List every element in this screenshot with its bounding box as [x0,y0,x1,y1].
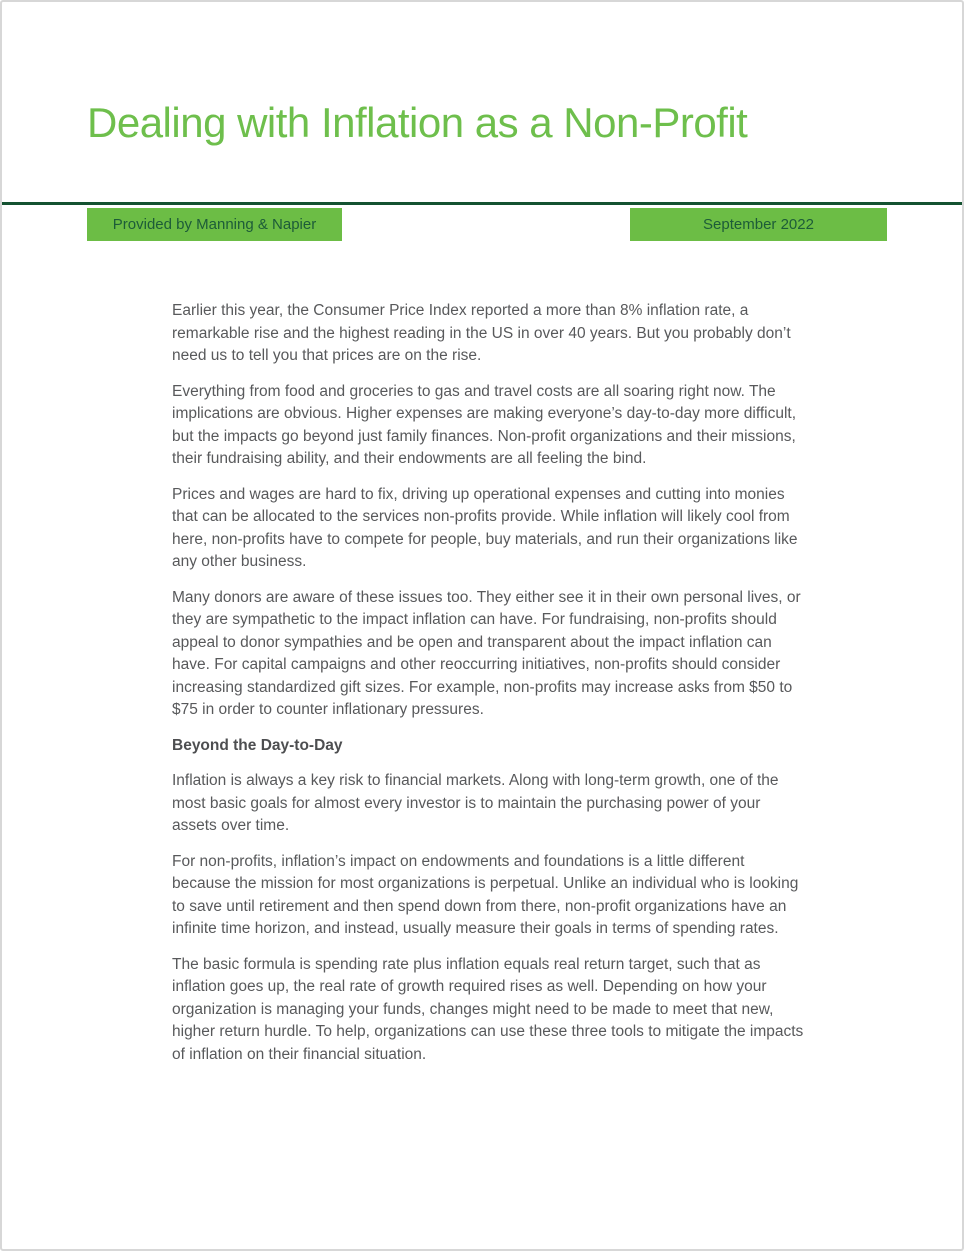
article-paragraph-1: Earlier this year, the Consumer Price Index reported a more than 8% inflation rate, a remarkable rise and the highest reading in the US in over 40 years. But you probably don’t need us to tell you that prices are on the rise. [172,302,791,364]
article-body [172,300,804,1079]
article-paragraph-2: Everything from food and groceries to gas and travel costs are all soaring right now. The implications are obvious. Higher expenses are making everyone’s day-to-day more difficult, but the impacts go beyond just family finances. Non-profit organizations and their missions, their fundraising ability, and their endowments are all feeling the bind. [172,382,797,467]
provided-by-badge [87,208,342,241]
date-badge [630,208,887,241]
header-divider [2,202,962,205]
provided-by-label: Provided by Manning & Napier [112,216,317,233]
page-title: Dealing with Inflation as a Non-Profit [87,99,748,146]
article-paragraph-4: Many donors are aware of these issues too. They either see it in their own personal lives, or they are sympathetic to the impact inflation can have. For fundraising, non-profits should appeal to donor sympathies and be open and transparent about the impact inflation can have. For capital campaigns and other reoccurring initiatives, non-profits should consider increasing standardized gift sizes. For example, non-profits may increase asks from $50 to $75 in order to counter inflationary pressures. [172,588,801,718]
article-paragraph-6: For non-profits, inflation’s impact on endowments and foundations is a little different because the mission for most organizations is perpetual. Unlike an individual who is looking to save until retirement and then spend down from there, non-profit organizations have an infinite time horizon, and instead, usually measure their goals in terms of spending rates. [172,852,799,937]
article-paragraph-3: Prices and wages are hard to fix, driving up operational expenses and cutting into monies that can be allocated to the services non-profits provide. While inflation will likely cool from here, non-profits have to compete for people, buy materials, and run their organizations like any other business. [172,485,798,570]
date-label: September 2022 [703,216,814,233]
article-paragraph-5: Inflation is always a key risk to financial markets. Along with long-term growth, one of the most basic goals for almost every investor is to maintain the purchasing power of your assets over time. [172,772,779,834]
article-paragraph-7: The basic formula is spending rate plus inflation equals real return target, such that as inflation goes up, the real rate of growth required rises as well. Depending on how your organization is managing your funds, changes might need to be made to meet that new, higher return hurdle. To help, organizations can use these three tools to mitigate the impacts of inflation on their financial situation. [172,955,804,1063]
section-heading-beyond-the-day-to-day: Beyond the Day-to-Day [172,736,343,754]
